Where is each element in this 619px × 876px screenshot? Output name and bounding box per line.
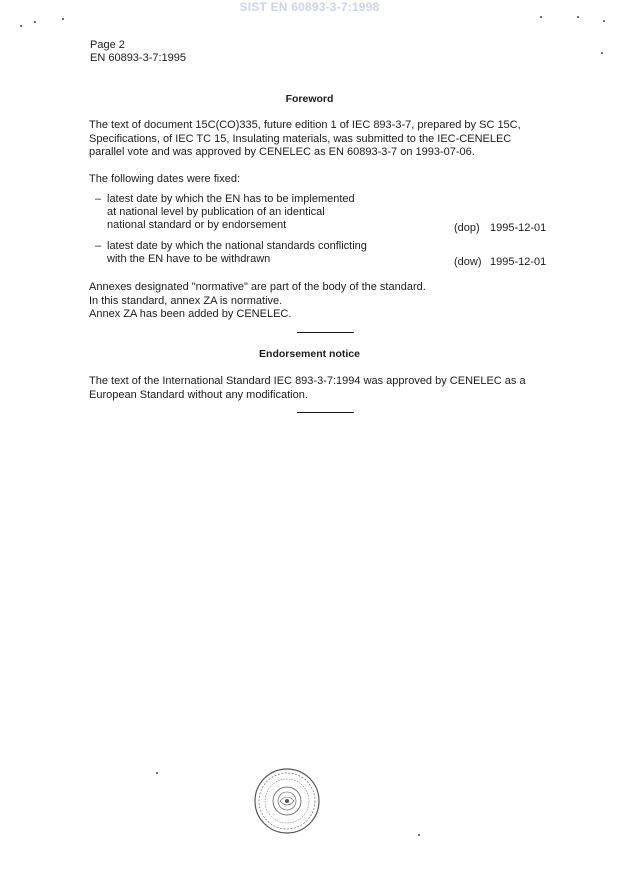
foreword-line: parallel vote and was approved by CENELEC as EN 60893-3-7 on 1993-07-06. — [89, 146, 475, 158]
scan-speck — [20, 25, 22, 27]
scan-speck — [540, 16, 542, 18]
foreword-line: Specifications, of IEC TC 15, Insulating materials, was submitted to the IEC-CENELEC — [89, 132, 512, 145]
scan-speck — [62, 18, 64, 20]
list-item-line: national standard or by endorsement — [107, 219, 287, 231]
list-item-line: latest date by which the EN has to be implemented — [107, 193, 355, 205]
annex-line: Annexes designated "normative" are part of the body of the standard. — [89, 281, 426, 293]
watermark: SIST EN 60893-3-7:1998 — [239, 0, 380, 14]
annex-line: Annex ZA has been added by CENELEC. — [89, 308, 292, 320]
date-code: (dop) — [454, 222, 480, 234]
list-item-line: latest date by which the national standards conflicting — [107, 240, 367, 252]
scan-speck — [418, 834, 420, 836]
scan-speck — [34, 21, 36, 23]
section-divider — [297, 412, 354, 413]
document-number: EN 60893-3-7:1995 — [90, 52, 187, 64]
scan-speck — [601, 52, 603, 54]
annex-line: In this standard, annex ZA is normative. — [89, 294, 283, 307]
page-number: Page 2 — [90, 39, 125, 51]
scan-speck — [577, 16, 579, 18]
list-item-line: with the EN have to be withdrawn — [107, 253, 271, 265]
scan-speck — [603, 20, 605, 22]
endorsement-line: European Standard without any modification. — [89, 388, 308, 401]
list-item — [107, 240, 427, 266]
dates-intro: The following dates were fixed: — [89, 173, 241, 185]
endorsement-title: Endorsement notice — [259, 348, 360, 360]
section-divider — [297, 332, 354, 333]
seal-stamp-icon — [252, 766, 322, 836]
foreword-title: Foreword — [285, 93, 334, 105]
date-value: 1995-12-01 — [490, 256, 547, 268]
foreword-paragraph — [89, 119, 567, 160]
list-item — [107, 193, 427, 232]
endorsement-paragraph — [89, 375, 567, 402]
date-code: (dow) — [454, 256, 482, 268]
list-item-line: at national level by publication of an identical — [107, 206, 325, 218]
list-bullet: – — [95, 193, 102, 205]
scan-speck — [156, 772, 158, 774]
seal-svg — [252, 766, 322, 836]
endorsement-line: The text of the International Standard IEC 893-3-7:1994 was approved by CENELEC as a — [89, 375, 526, 387]
annex-paragraph — [89, 281, 567, 322]
date-value: 1995-12-01 — [490, 222, 547, 234]
list-bullet: – — [95, 240, 102, 252]
foreword-line: The text of document 15C(CO)335, future edition 1 of IEC 893-3-7, prepared by SC 15C, — [89, 119, 521, 131]
